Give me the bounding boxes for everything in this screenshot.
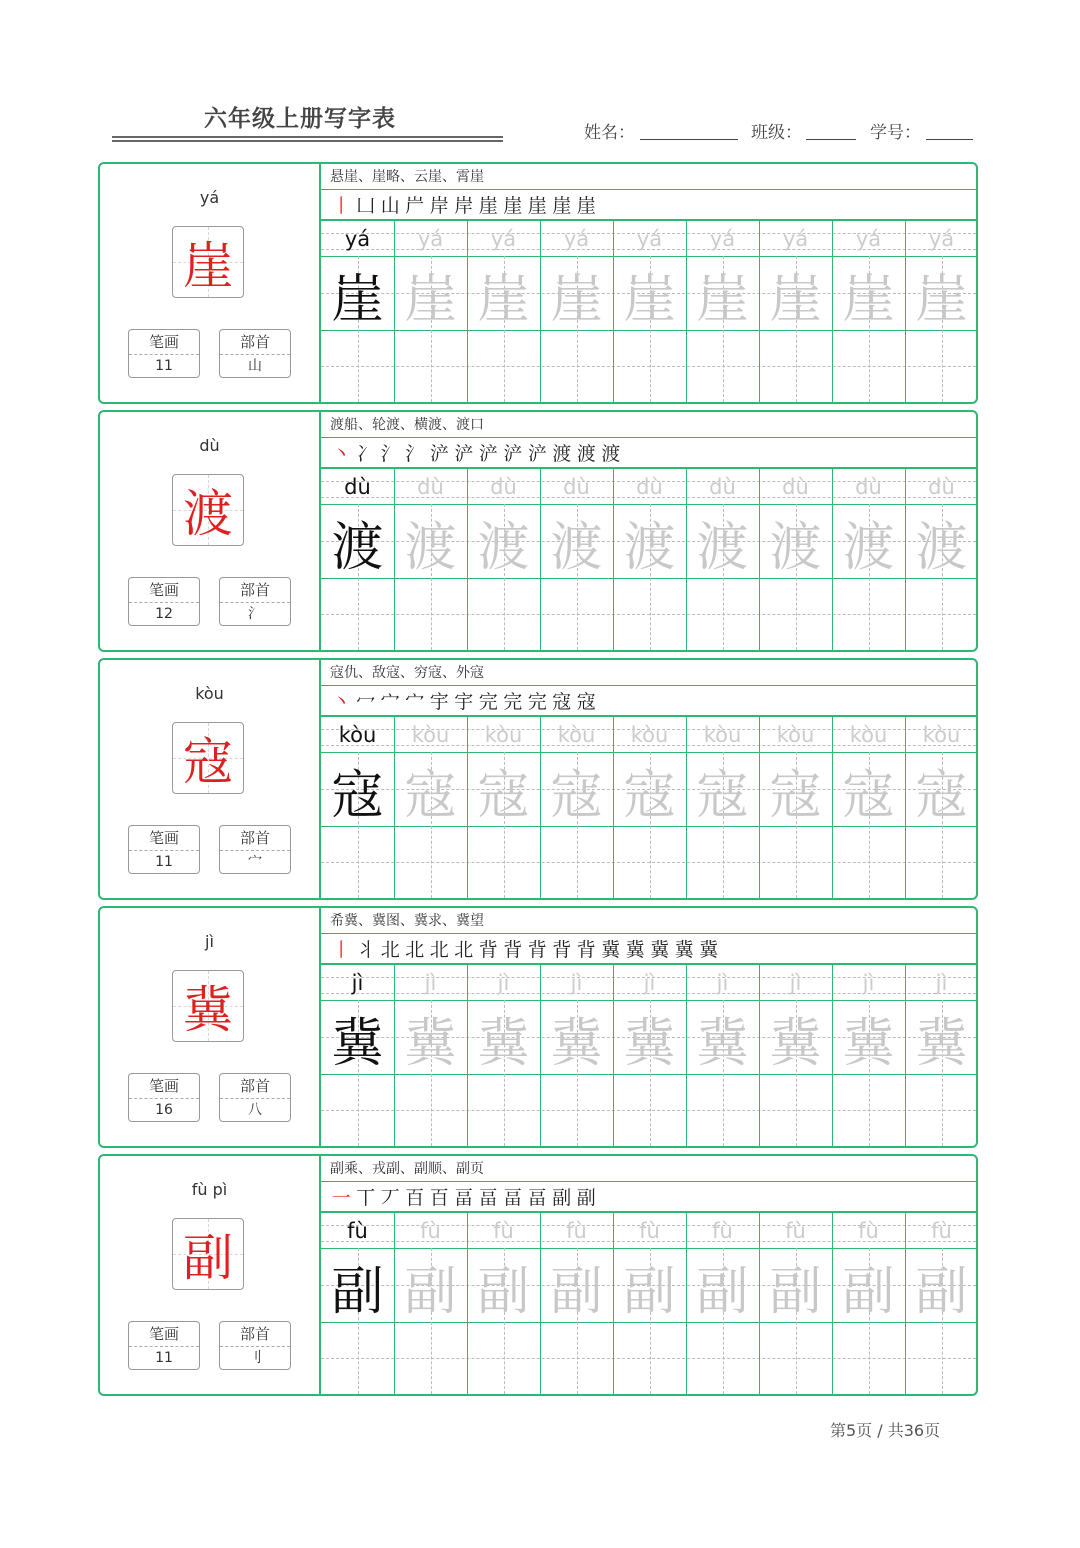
trace-character: 崖 — [915, 269, 968, 330]
trace-pinyin: yá — [636, 227, 663, 251]
stroke-order-step: 冖 — [356, 691, 376, 713]
trace-pinyin: kòu — [630, 723, 669, 747]
stroke-order-step: 渡 — [601, 443, 621, 465]
trace-pinyin: yá — [417, 227, 444, 251]
trace-character: 寇 — [550, 765, 603, 826]
stroke-order-step: 浐 — [429, 443, 449, 465]
model-pinyin: jì — [351, 971, 364, 995]
radical-box — [219, 577, 291, 626]
strokes-box — [128, 1321, 200, 1370]
stroke-order-step: 畐 — [503, 1187, 523, 1209]
trace-pinyin: jì — [424, 971, 437, 995]
page-number: 第5页 / 共36页 — [830, 1421, 941, 1440]
trace-pinyin: dù — [490, 475, 517, 499]
model-character: 崖 — [331, 269, 384, 330]
writing-cell[interactable] — [394, 826, 467, 898]
trace-character: 崖 — [769, 269, 822, 330]
writing-cell[interactable] — [467, 1322, 540, 1394]
stroke-order-step: 背 — [503, 939, 523, 961]
writing-cell[interactable] — [394, 1074, 467, 1146]
trace-character: 渡 — [550, 517, 603, 578]
trace-pinyin: jì — [862, 971, 875, 995]
trace-pinyin: fù — [712, 1219, 733, 1243]
writing-cell[interactable] — [321, 1074, 394, 1146]
trace-pinyin: kòu — [776, 723, 815, 747]
radical-label: 部首 — [220, 1322, 290, 1347]
stroke-order-step: 氵 — [380, 443, 400, 465]
stroke-order-step: 渡 — [552, 443, 572, 465]
trace-pinyin: kòu — [703, 723, 742, 747]
writing-cell[interactable] — [613, 578, 686, 650]
trace-pinyin: dù — [928, 475, 955, 499]
writing-cell[interactable] — [467, 330, 540, 402]
radical-value: 八 — [248, 1102, 262, 1118]
stroke-order-step: 渡 — [576, 443, 596, 465]
trace-character: 崖 — [477, 269, 530, 330]
stroke-order-step: 畐 — [478, 1187, 498, 1209]
radical-box — [219, 825, 291, 874]
trace-character: 寇 — [915, 765, 968, 826]
practice-grid — [321, 220, 976, 402]
radical-label: 部首 — [220, 1074, 290, 1099]
radical-value: 宀 — [248, 854, 262, 870]
writing-cell[interactable] — [394, 330, 467, 402]
writing-cell[interactable] — [905, 1322, 978, 1394]
stroke-order-step: 背 — [478, 939, 498, 961]
stroke-order-step: 丶 — [331, 443, 351, 465]
stroke-order-step: 百 — [429, 1187, 449, 1209]
trace-character: 副 — [404, 1261, 457, 1322]
trace-character: 副 — [696, 1261, 749, 1322]
character-glyph: 寇 — [183, 733, 233, 791]
trace-pinyin: yá — [928, 227, 955, 251]
practice-panel — [321, 660, 976, 898]
trace-character: 渡 — [404, 517, 457, 578]
writing-cell[interactable] — [759, 578, 832, 650]
example-words: 渡船、轮渡、横渡、渡口 — [321, 412, 976, 438]
character-info-panel — [100, 1156, 321, 1394]
stroke-order-step: 浐 — [478, 443, 498, 465]
character-pinyin: fù pì — [191, 1180, 228, 1199]
stroke-order-step: 浐 — [503, 443, 523, 465]
trace-pinyin: fù — [493, 1219, 514, 1243]
trace-character: 冀 — [769, 1013, 822, 1074]
trace-character: 副 — [623, 1261, 676, 1322]
trace-pinyin: dù — [709, 475, 736, 499]
stroke-order-step: 冀 — [699, 939, 719, 961]
trace-pinyin: yá — [855, 227, 882, 251]
trace-character: 崖 — [404, 269, 457, 330]
title-underline — [112, 140, 503, 142]
model-pinyin: dù — [344, 475, 371, 499]
trace-pinyin: fù — [420, 1219, 441, 1243]
radical-label: 部首 — [220, 578, 290, 603]
stroke-order-step: 崖 — [527, 195, 547, 217]
trace-character: 渡 — [842, 517, 895, 578]
trace-character: 崖 — [696, 269, 749, 330]
radical-box — [219, 1073, 291, 1122]
model-character: 冀 — [331, 1013, 384, 1074]
trace-pinyin: jì — [497, 971, 510, 995]
strokes-box — [128, 825, 200, 874]
strokes-label: 笔画 — [129, 578, 199, 603]
name-label: 姓名： — [584, 123, 635, 143]
strokes-label: 笔画 — [129, 1322, 199, 1347]
stroke-order-step: 屵 — [405, 195, 425, 217]
writing-cell[interactable] — [467, 826, 540, 898]
stroke-order-step: 北 — [454, 939, 474, 961]
stroke-order-step: 崖 — [478, 195, 498, 217]
grid-line — [321, 964, 976, 965]
stroke-order-step: 浐 — [454, 443, 474, 465]
stroke-order-step: 氵 — [405, 443, 425, 465]
trace-pinyin: dù — [563, 475, 590, 499]
stroke-order-step: 凵 — [356, 195, 376, 217]
practice-grid — [321, 716, 976, 898]
trace-character: 渡 — [477, 517, 530, 578]
title-underline — [112, 136, 503, 138]
writing-cell[interactable] — [832, 1322, 905, 1394]
grid-line — [321, 1212, 976, 1213]
student-id-field[interactable] — [926, 139, 973, 140]
stroke-order-step: 岸 — [454, 195, 474, 217]
stroke-count: 16 — [155, 1102, 173, 1118]
trace-pinyin: fù — [785, 1219, 806, 1243]
character-info-panel — [100, 412, 321, 650]
character-pinyin: jì — [205, 932, 214, 951]
writing-cell[interactable] — [540, 1074, 613, 1146]
trace-character: 副 — [769, 1261, 822, 1322]
writing-cell[interactable] — [613, 1074, 686, 1146]
trace-character: 崖 — [550, 269, 603, 330]
writing-cell[interactable] — [467, 578, 540, 650]
stroke-order-step: 寇 — [552, 691, 572, 713]
model-character: 渡 — [331, 517, 384, 578]
writing-cell[interactable] — [686, 1322, 759, 1394]
character-card — [98, 1154, 978, 1396]
trace-pinyin: kòu — [849, 723, 888, 747]
strokes-box — [128, 329, 200, 378]
trace-pinyin: dù — [417, 475, 444, 499]
stroke-order-step: 宇 — [454, 691, 474, 713]
trace-character: 寇 — [404, 765, 457, 826]
writing-cell[interactable] — [394, 1322, 467, 1394]
trace-character: 寇 — [477, 765, 530, 826]
character-card — [98, 658, 978, 900]
class-label: 班级： — [751, 123, 802, 143]
trace-character: 副 — [477, 1261, 530, 1322]
stroke-order-step: 丅 — [356, 1187, 376, 1209]
writing-cell[interactable] — [540, 578, 613, 650]
example-words: 希冀、冀图、冀求、冀望 — [321, 908, 976, 934]
trace-pinyin: yá — [563, 227, 590, 251]
trace-pinyin: fù — [639, 1219, 660, 1243]
stroke-order-step: 丆 — [380, 1187, 400, 1209]
grid-line — [321, 220, 976, 221]
stroke-order-step: 丶 — [331, 691, 351, 713]
writing-cell[interactable] — [321, 826, 394, 898]
writing-cell[interactable] — [759, 330, 832, 402]
trace-pinyin: yá — [490, 227, 517, 251]
writing-cell[interactable] — [759, 826, 832, 898]
trace-pinyin: kòu — [411, 723, 450, 747]
character-display-box — [172, 226, 244, 298]
radical-value: 刂 — [248, 1350, 262, 1366]
writing-cell[interactable] — [540, 826, 613, 898]
trace-pinyin: dù — [855, 475, 882, 499]
example-words: 寇仇、敌寇、穷寇、外寇 — [321, 660, 976, 686]
stroke-count: 11 — [155, 854, 173, 870]
stroke-order-step: 山 — [380, 195, 400, 217]
trace-character: 寇 — [696, 765, 749, 826]
character-info-panel — [100, 660, 321, 898]
stroke-count: 12 — [155, 606, 173, 622]
writing-cell[interactable] — [905, 330, 978, 402]
grid-line — [321, 716, 976, 717]
page-title: 六年级上册写字表 — [204, 106, 396, 132]
stroke-order-step: 畐 — [454, 1187, 474, 1209]
stroke-order-step: 背 — [527, 939, 547, 961]
character-card — [98, 410, 978, 652]
trace-pinyin: jì — [789, 971, 802, 995]
practice-panel — [321, 908, 976, 1146]
stroke-order-step: 副 — [576, 1187, 596, 1209]
writing-cell[interactable] — [613, 826, 686, 898]
stroke-order-step: 崖 — [503, 195, 523, 217]
writing-cell[interactable] — [613, 1322, 686, 1394]
writing-cell[interactable] — [686, 330, 759, 402]
radical-box — [219, 329, 291, 378]
stroke-order-step: 背 — [576, 939, 596, 961]
writing-cell[interactable] — [905, 1074, 978, 1146]
stroke-order-step: 完 — [503, 691, 523, 713]
writing-cell[interactable] — [540, 1322, 613, 1394]
trace-pinyin: kòu — [557, 723, 596, 747]
model-character: 副 — [331, 1261, 384, 1322]
writing-cell[interactable] — [321, 578, 394, 650]
student-id-label: 学号： — [870, 123, 921, 143]
trace-pinyin: yá — [782, 227, 809, 251]
trace-character: 副 — [915, 1261, 968, 1322]
stroke-order-step: 北 — [405, 939, 425, 961]
stroke-count: 11 — [155, 1350, 173, 1366]
writing-cell[interactable] — [686, 826, 759, 898]
stroke-count: 11 — [155, 358, 173, 374]
character-pinyin: yá — [199, 188, 220, 207]
radical-box — [219, 1321, 291, 1370]
writing-cell[interactable] — [759, 1074, 832, 1146]
practice-grid — [321, 964, 976, 1146]
stroke-order-step: 丬 — [356, 939, 376, 961]
trace-character: 冀 — [550, 1013, 603, 1074]
strokes-label: 笔画 — [129, 330, 199, 355]
writing-cell[interactable] — [321, 330, 394, 402]
stroke-order-step: 百 — [405, 1187, 425, 1209]
stroke-order-step: 丨 — [331, 195, 351, 217]
model-pinyin: fù — [347, 1219, 368, 1243]
trace-character: 副 — [842, 1261, 895, 1322]
trace-pinyin: kòu — [922, 723, 961, 747]
stroke-order-step: 宀 — [380, 691, 400, 713]
trace-pinyin: fù — [858, 1219, 879, 1243]
practice-panel — [321, 412, 976, 650]
strokes-box — [128, 1073, 200, 1122]
trace-pinyin: yá — [709, 227, 736, 251]
trace-character: 冀 — [404, 1013, 457, 1074]
trace-pinyin: fù — [566, 1219, 587, 1243]
trace-pinyin: fù — [931, 1219, 952, 1243]
stroke-order-step: 寇 — [576, 691, 596, 713]
stroke-order-step: 宇 — [429, 691, 449, 713]
stroke-order-step: 崖 — [552, 195, 572, 217]
writing-cell[interactable] — [759, 1322, 832, 1394]
character-info-panel — [100, 908, 321, 1146]
model-pinyin: yá — [344, 227, 371, 251]
practice-grid — [321, 468, 976, 650]
character-glyph: 副 — [183, 1229, 233, 1287]
stroke-order-step: 完 — [527, 691, 547, 713]
trace-character: 寇 — [623, 765, 676, 826]
strokes-label: 笔画 — [129, 1074, 199, 1099]
example-words: 悬崖、崖略、云崖、霄崖 — [321, 164, 976, 190]
trace-character: 渡 — [769, 517, 822, 578]
trace-character: 寇 — [769, 765, 822, 826]
trace-character: 冀 — [842, 1013, 895, 1074]
writing-cell[interactable] — [832, 826, 905, 898]
trace-character: 渡 — [915, 517, 968, 578]
strokes-label: 笔画 — [129, 826, 199, 851]
trace-character: 冀 — [696, 1013, 749, 1074]
writing-cell[interactable] — [394, 578, 467, 650]
stroke-order-step: 冀 — [674, 939, 694, 961]
stroke-order-step: 丨 — [331, 939, 351, 961]
strokes-box — [128, 577, 200, 626]
stroke-order-row — [321, 934, 976, 964]
stroke-order-step: 背 — [552, 939, 572, 961]
stroke-order-step: 宀 — [405, 691, 425, 713]
stroke-order-step: 完 — [478, 691, 498, 713]
radical-value: 山 — [248, 358, 262, 374]
writing-cell[interactable] — [686, 578, 759, 650]
stroke-order-step: 崖 — [576, 195, 596, 217]
name-field[interactable] — [640, 139, 738, 140]
practice-grid — [321, 1212, 976, 1394]
stroke-order-step: 畐 — [527, 1187, 547, 1209]
trace-character: 崖 — [623, 269, 676, 330]
trace-character: 副 — [550, 1261, 603, 1322]
writing-cell[interactable] — [832, 1074, 905, 1146]
character-card — [98, 906, 978, 1148]
worksheet-header — [0, 0, 1080, 160]
trace-pinyin: dù — [636, 475, 663, 499]
stroke-order-step: 冀 — [625, 939, 645, 961]
example-words: 副乘、戎副、副顺、副页 — [321, 1156, 976, 1182]
trace-pinyin: jì — [570, 971, 583, 995]
writing-cell[interactable] — [686, 1074, 759, 1146]
model-character: 寇 — [331, 765, 384, 826]
character-display-box — [172, 1218, 244, 1290]
stroke-order-row — [321, 190, 976, 220]
radical-label: 部首 — [220, 330, 290, 355]
stroke-order-step: 浐 — [527, 443, 547, 465]
writing-cell[interactable] — [613, 330, 686, 402]
stroke-order-step: 冫 — [356, 443, 376, 465]
character-display-box — [172, 722, 244, 794]
practice-panel — [321, 1156, 976, 1394]
character-glyph: 崖 — [183, 237, 233, 295]
writing-cell[interactable] — [832, 330, 905, 402]
character-glyph: 冀 — [183, 981, 233, 1039]
radical-value: 氵 — [248, 606, 262, 622]
writing-cell[interactable] — [540, 330, 613, 402]
writing-cell[interactable] — [905, 578, 978, 650]
stroke-order-step: 岸 — [429, 195, 449, 217]
stroke-order-row — [321, 1182, 976, 1212]
character-display-box — [172, 970, 244, 1042]
stroke-order-step: 北 — [429, 939, 449, 961]
stroke-order-row — [321, 438, 976, 468]
stroke-order-step: 冀 — [650, 939, 670, 961]
writing-cell[interactable] — [467, 1074, 540, 1146]
model-pinyin: kòu — [338, 723, 377, 747]
trace-pinyin: jì — [643, 971, 656, 995]
trace-pinyin: jì — [716, 971, 729, 995]
trace-character: 渡 — [696, 517, 749, 578]
trace-character: 寇 — [842, 765, 895, 826]
stroke-order-step: 北 — [380, 939, 400, 961]
character-pinyin: kòu — [195, 684, 224, 703]
stroke-order-step: 一 — [331, 1187, 351, 1209]
writing-cell[interactable] — [321, 1322, 394, 1394]
character-glyph: 渡 — [183, 485, 233, 543]
trace-character: 崖 — [842, 269, 895, 330]
writing-cell[interactable] — [832, 578, 905, 650]
character-card — [98, 162, 978, 404]
trace-character: 渡 — [623, 517, 676, 578]
stroke-order-step: 副 — [552, 1187, 572, 1209]
grid-line — [321, 468, 976, 469]
trace-pinyin: jì — [935, 971, 948, 995]
character-info-panel — [100, 164, 321, 402]
class-field[interactable] — [806, 139, 856, 140]
practice-panel — [321, 164, 976, 402]
stroke-order-row — [321, 686, 976, 716]
character-display-box — [172, 474, 244, 546]
trace-character: 冀 — [623, 1013, 676, 1074]
trace-pinyin: dù — [782, 475, 809, 499]
stroke-order-step: 冀 — [601, 939, 621, 961]
radical-label: 部首 — [220, 826, 290, 851]
trace-character: 冀 — [477, 1013, 530, 1074]
character-pinyin: dù — [199, 436, 220, 455]
trace-character: 冀 — [915, 1013, 968, 1074]
writing-cell[interactable] — [905, 826, 978, 898]
trace-pinyin: kòu — [484, 723, 523, 747]
